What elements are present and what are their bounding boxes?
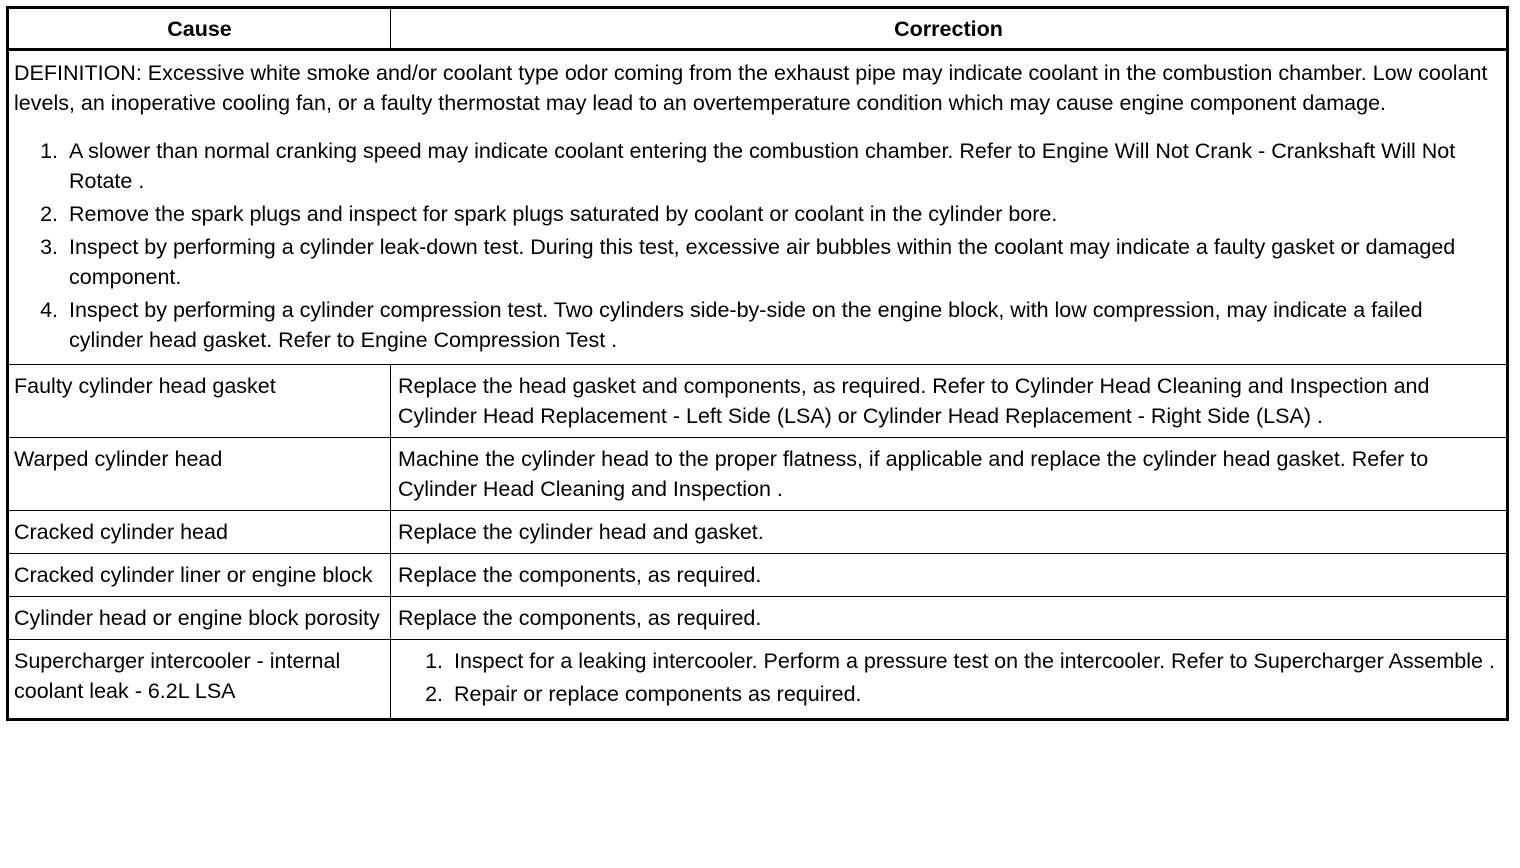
definition-row bbox=[8, 50, 1508, 365]
cause-cell: Supercharger intercooler - internal coolant leak - 6.2L LSA bbox=[8, 640, 391, 720]
correction-cell: Replace the components, as required. bbox=[391, 597, 1508, 640]
correction-cell bbox=[391, 640, 1508, 720]
definition-step: 3. Inspect by performing a cylinder leak-down test. During this test, excessive air bubbles within the coolant may indicate a faulty gasket or damaged component. bbox=[64, 232, 1501, 292]
table-row bbox=[8, 511, 1508, 554]
definition-step: 1. A slower than normal cranking speed may indicate coolant entering the combustion chamber. Refer to Engine Will Not Crank - Crankshaft Will Not Rotate . bbox=[64, 136, 1501, 196]
table-row bbox=[8, 597, 1508, 640]
table-row bbox=[8, 554, 1508, 597]
correction-cell: Replace the components, as required. bbox=[391, 554, 1508, 597]
definition-cell bbox=[8, 50, 1508, 365]
definition-step: 4. Inspect by performing a cylinder compression test. Two cylinders side-by-side on the engine block, with low compression, may indicate a failed cylinder head gasket. Refer to Engine Compression Test . bbox=[64, 295, 1501, 355]
table-row bbox=[8, 438, 1508, 511]
cause-cell: Faulty cylinder head gasket bbox=[8, 365, 391, 438]
definition-step: 2. Remove the spark plugs and inspect for spark plugs saturated by coolant or coolant in the cylinder bore. bbox=[64, 199, 1501, 229]
correction-cell: Replace the head gasket and components, as required. Refer to Cylinder Head Cleaning and Inspection and Cylinder Head Replacement - Left Side (LSA) or Cylinder Head Replacement - Right Side (LSA) . bbox=[391, 365, 1508, 438]
correction-step: 1. Inspect for a leaking intercooler. Perform a pressure test on the intercooler. Refer to Supercharger Assemble . bbox=[449, 646, 1501, 676]
cause-cell: Cylinder head or engine block porosity bbox=[8, 597, 391, 640]
table-row bbox=[8, 640, 1508, 720]
correction-cell: Machine the cylinder head to the proper flatness, if applicable and replace the cylinder head gasket. Refer to Cylinder Head Cleaning and Inspection . bbox=[391, 438, 1508, 511]
cause-header: Cause bbox=[8, 8, 391, 50]
cause-cell: Cracked cylinder liner or engine block bbox=[8, 554, 391, 597]
table-row bbox=[8, 365, 1508, 438]
correction-header: Correction bbox=[391, 8, 1508, 50]
definition-text: DEFINITION: Excessive white smoke and/or coolant type odor coming from the exhaust pipe may indicate coolant in the combustion chamber. Low coolant levels, an inoperative cooling fan, or a faulty thermostat may lead to an overtemperature condition which may cause engine component damage. bbox=[14, 61, 1488, 115]
cause-cell: Warped cylinder head bbox=[8, 438, 391, 511]
header-row bbox=[8, 8, 1508, 50]
cause-cell: Cracked cylinder head bbox=[8, 511, 391, 554]
diagnostic-table bbox=[6, 6, 1509, 721]
correction-step: 2. Repair or replace components as required. bbox=[449, 679, 1501, 709]
correction-steps bbox=[398, 646, 1501, 709]
definition-steps bbox=[14, 136, 1501, 355]
correction-cell: Replace the cylinder head and gasket. bbox=[391, 511, 1508, 554]
